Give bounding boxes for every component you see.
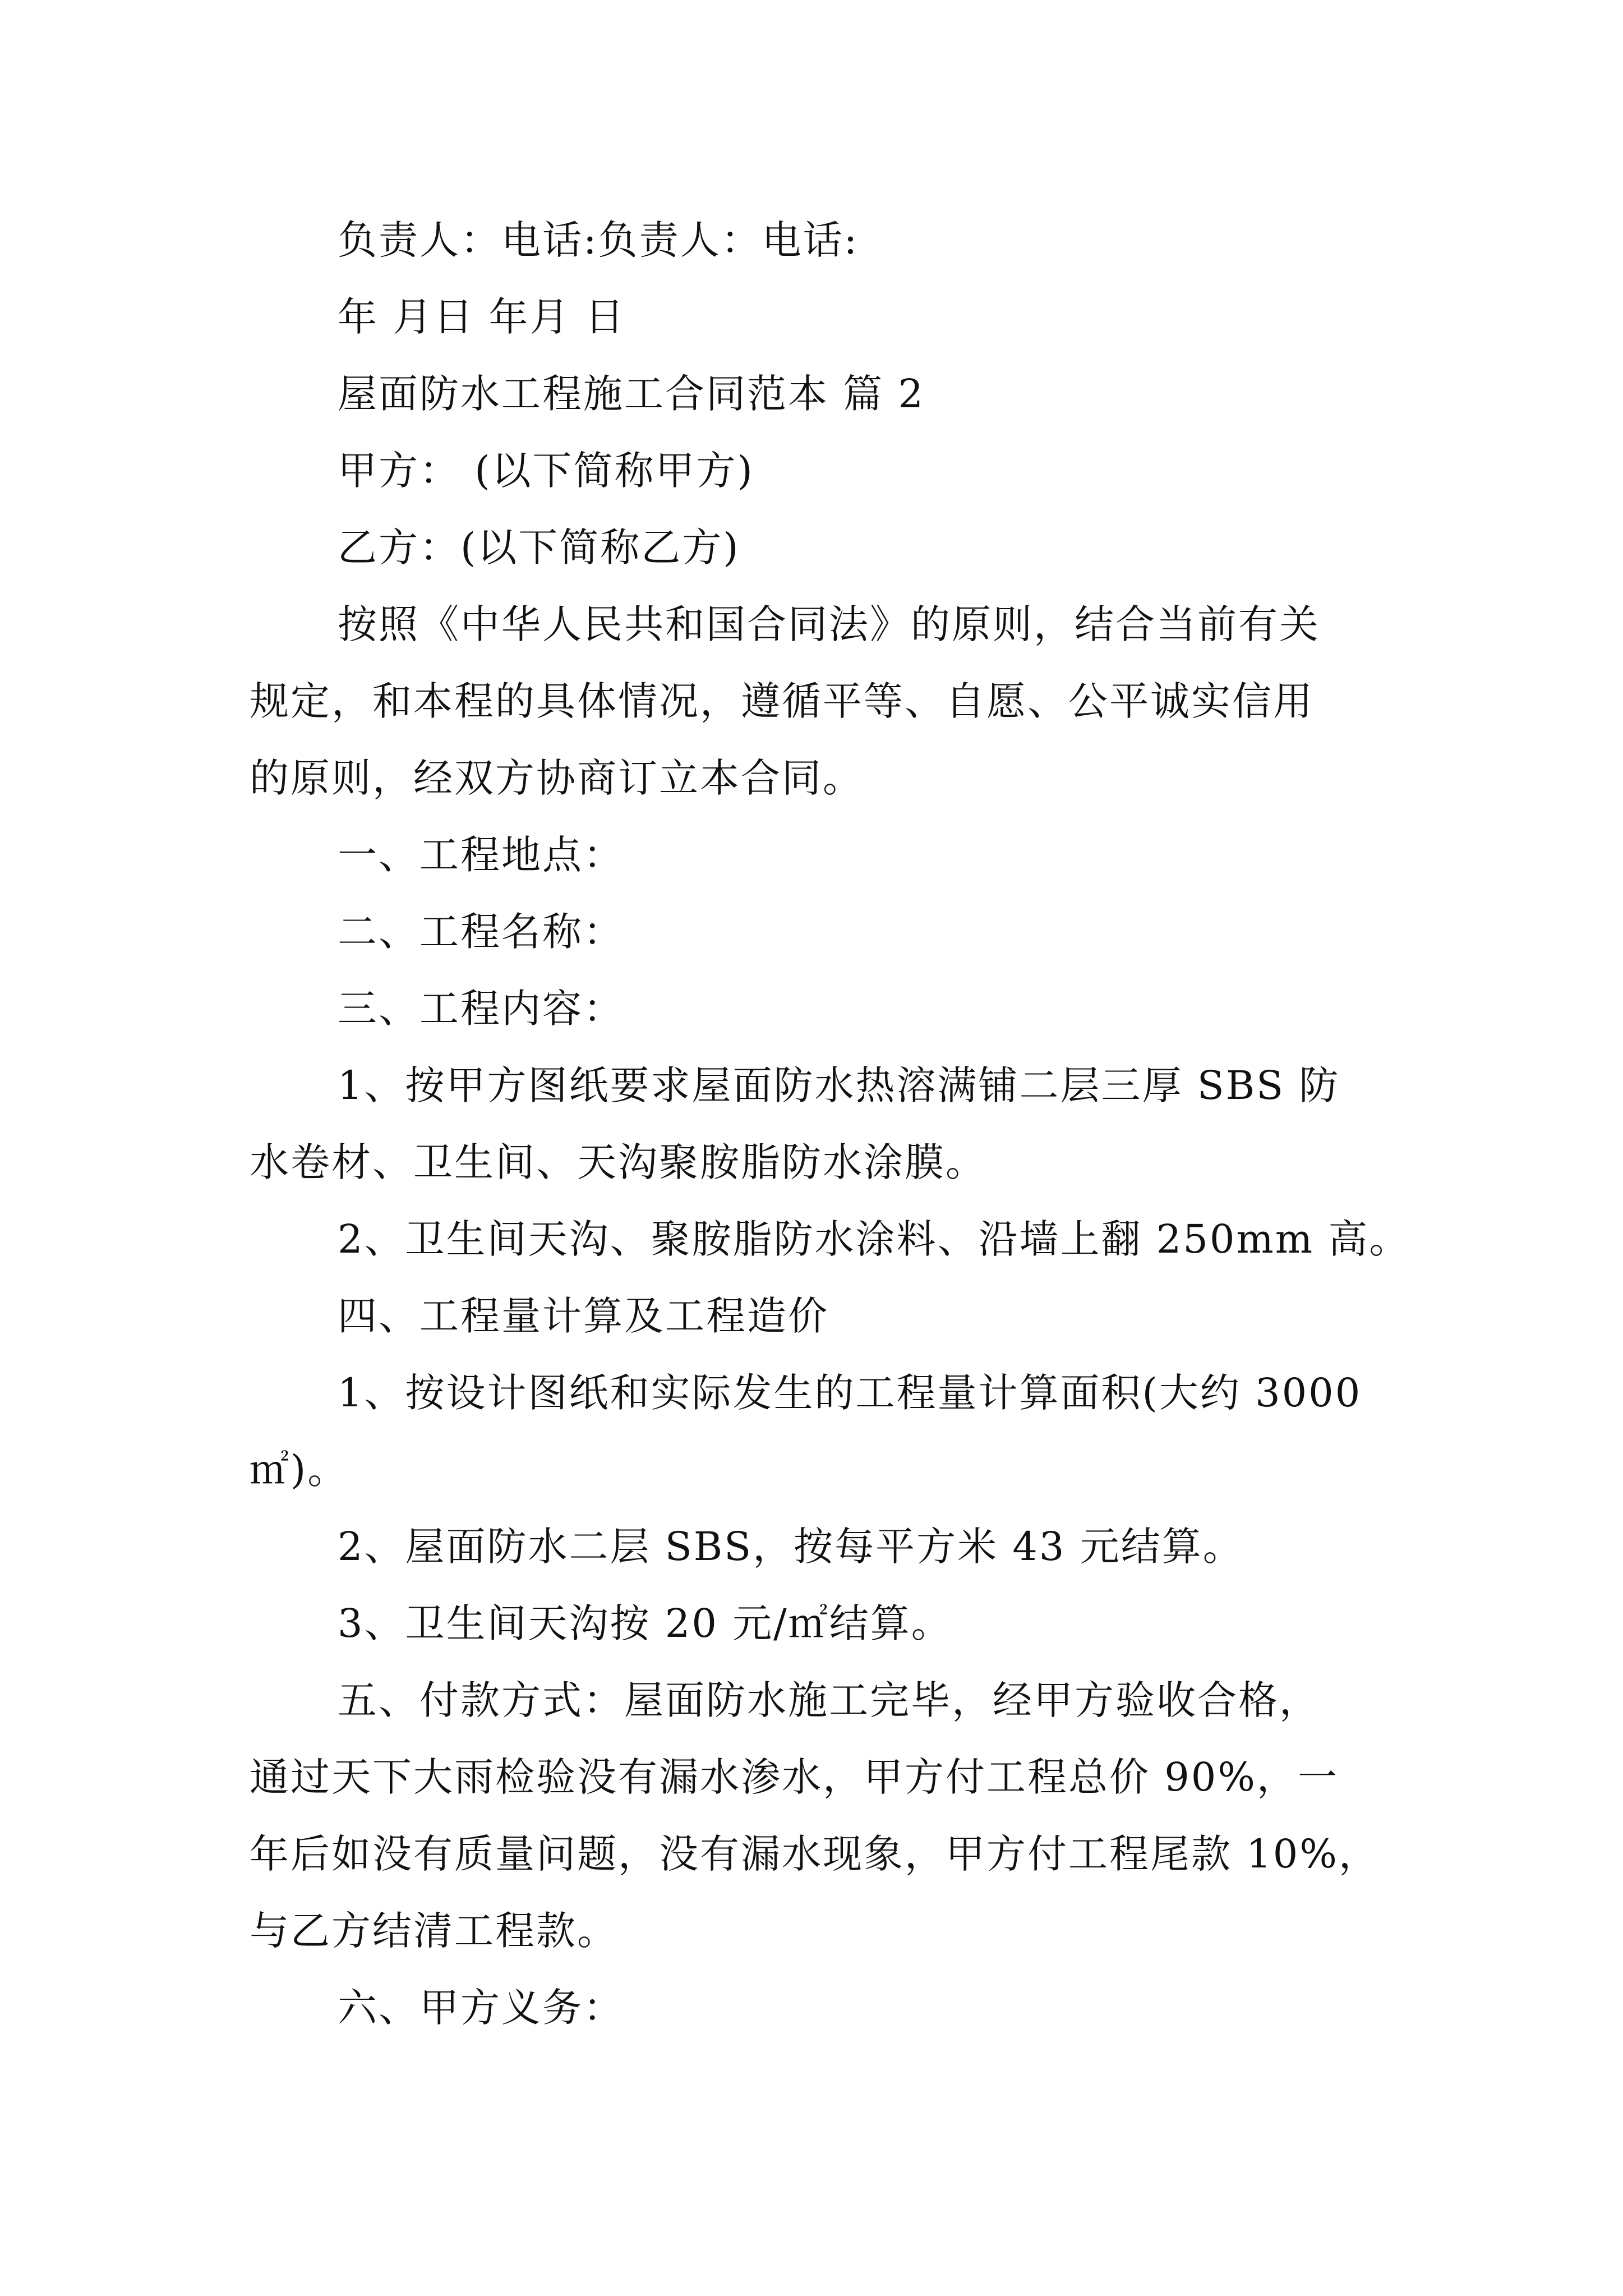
signature-contact-line: 负责人：电话:负责人：电话: bbox=[338, 217, 859, 263]
payment-clause-continuation: 与乙方结清工程款。 bbox=[250, 1908, 618, 1954]
section-heading: 屋面防水工程施工合同范本 篇 2 bbox=[338, 371, 925, 417]
date-line: 年 月日 年月 日 bbox=[338, 294, 626, 340]
clause-heading: 六、甲方义务： bbox=[338, 1985, 624, 2031]
clause-heading: 一、工程地点： bbox=[338, 832, 624, 878]
paragraph-line: 按照《中华人民共和国合同法》的原则，结合当前有关 bbox=[338, 601, 1320, 647]
clause-heading: 四、工程量计算及工程造价 bbox=[338, 1293, 829, 1339]
paragraph-line: 的原则，经双方协商订立本合同。 bbox=[250, 755, 864, 801]
clause-item: 1、按甲方图纸要求屋面防水热溶满铺二层三厚 SBS 防 bbox=[338, 1062, 1340, 1108]
party-b-line: 乙方：(以下简称乙方) bbox=[338, 524, 740, 570]
clause-heading: 三、工程内容： bbox=[338, 986, 624, 1032]
clause-item-continuation: 水卷材、卫生间、天沟聚胺脂防水涂膜。 bbox=[250, 1139, 986, 1185]
paragraph-line: 规定，和本程的具体情况，遵循平等、自愿、公平诚实信用 bbox=[250, 678, 1314, 724]
clause-item-continuation: ㎡)。 bbox=[250, 1447, 349, 1493]
payment-clause-continuation: 通过天下大雨检验没有漏水渗水，甲方付工程总价 90%，一 bbox=[250, 1754, 1339, 1800]
clause-heading: 二、工程名称： bbox=[338, 909, 624, 955]
payment-clause: 五、付款方式：屋面防水施工完毕，经甲方验收合格， bbox=[338, 1677, 1320, 1723]
clause-item: 1、按设计图纸和实际发生的工程量计算面积(大约 3000 bbox=[338, 1370, 1362, 1416]
clause-item: 3、卫生间天沟按 20 元/㎡结算。 bbox=[338, 1600, 952, 1646]
clause-item: 2、卫生间天沟、聚胺脂防水涂料、沿墙上翻 250mm 高。 bbox=[338, 1216, 1410, 1262]
party-a-line: 甲方： (以下简称甲方) bbox=[338, 448, 754, 494]
clause-item: 2、屋面防水二层 SBS，按每平方米 43 元结算。 bbox=[338, 1524, 1244, 1570]
payment-clause-continuation: 年后如没有质量问题，没有漏水现象，甲方付工程尾款 10%， bbox=[250, 1831, 1380, 1877]
